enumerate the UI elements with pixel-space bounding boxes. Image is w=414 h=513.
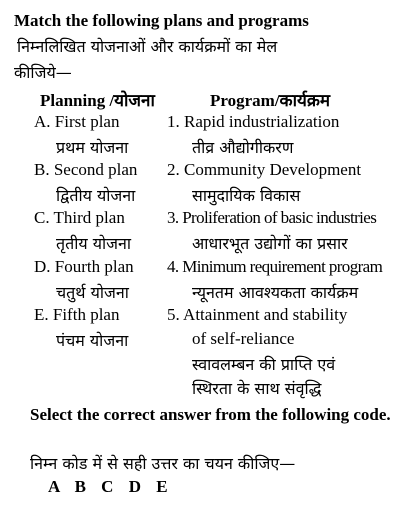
list-b-item-5-hi-cont: स्थिरता के साथ संवृद्धि [192, 379, 322, 398]
list-a-item-c-hi: तृतीय योजना [56, 234, 132, 253]
list-a-item-d-en: D. Fourth plan [34, 257, 134, 276]
list-a-item-c-en: C. Third plan [34, 208, 125, 227]
list-a-item-e-hi: पंचम योजना [56, 331, 129, 350]
list-a-item-b-en: B. Second plan [34, 160, 138, 179]
list-a-item-b-hi: द्वितीय योजना [56, 186, 136, 205]
instruction-en: Select the correct answer from the following code. [30, 405, 391, 424]
list-b-item-4-en: 4. Minimum requirement program [167, 257, 383, 276]
list-a-item-a-hi: प्रथम योजना [56, 138, 129, 157]
question-line-en: Match the following plans and programs [14, 11, 309, 30]
column-header-program: Program/कार्यक्रम [210, 91, 331, 110]
list-b-item-5-en-cont: of self-reliance [192, 329, 295, 348]
column-header-planning: Planning /योजना [40, 91, 155, 110]
list-b-item-2-hi: सामुदायिक विकास [192, 186, 301, 205]
list-a-item-a-en: A. First plan [34, 112, 120, 131]
instruction-hi: निम्न कोड में से सही उत्तर का चयन कीजिए— [30, 454, 296, 473]
list-b-item-1-en: 1. Rapid industrialization [167, 112, 340, 131]
list-b-item-4-hi: न्यूनतम आवश्यकता कार्यक्रम [192, 283, 359, 302]
list-b-item-5-en: 5. Attainment and stability [167, 305, 348, 324]
list-b-item-3-hi: आधारभूत उद्योगों का प्रसार [192, 234, 348, 253]
list-b-item-3-en: 3. Proliferation of basic industries [167, 208, 377, 227]
question-line-hi-2: कीजिये— [14, 63, 72, 82]
question-line-hi-1: निम्नलिखित योजनाओं और कार्यक्रमों का मेल [17, 37, 278, 56]
list-b-item-1-hi: तीव्र औद्योगीकरण [192, 138, 294, 157]
list-a-item-e-en: E. Fifth plan [34, 305, 120, 324]
answer-code-header: A B C D E [48, 477, 168, 496]
list-b-item-2-en: 2. Community Development [167, 160, 362, 179]
list-b-item-5-hi: स्वावलम्बन की प्राप्ति एवं [192, 355, 336, 374]
list-a-item-d-hi: चतुर्थ योजना [56, 283, 129, 302]
